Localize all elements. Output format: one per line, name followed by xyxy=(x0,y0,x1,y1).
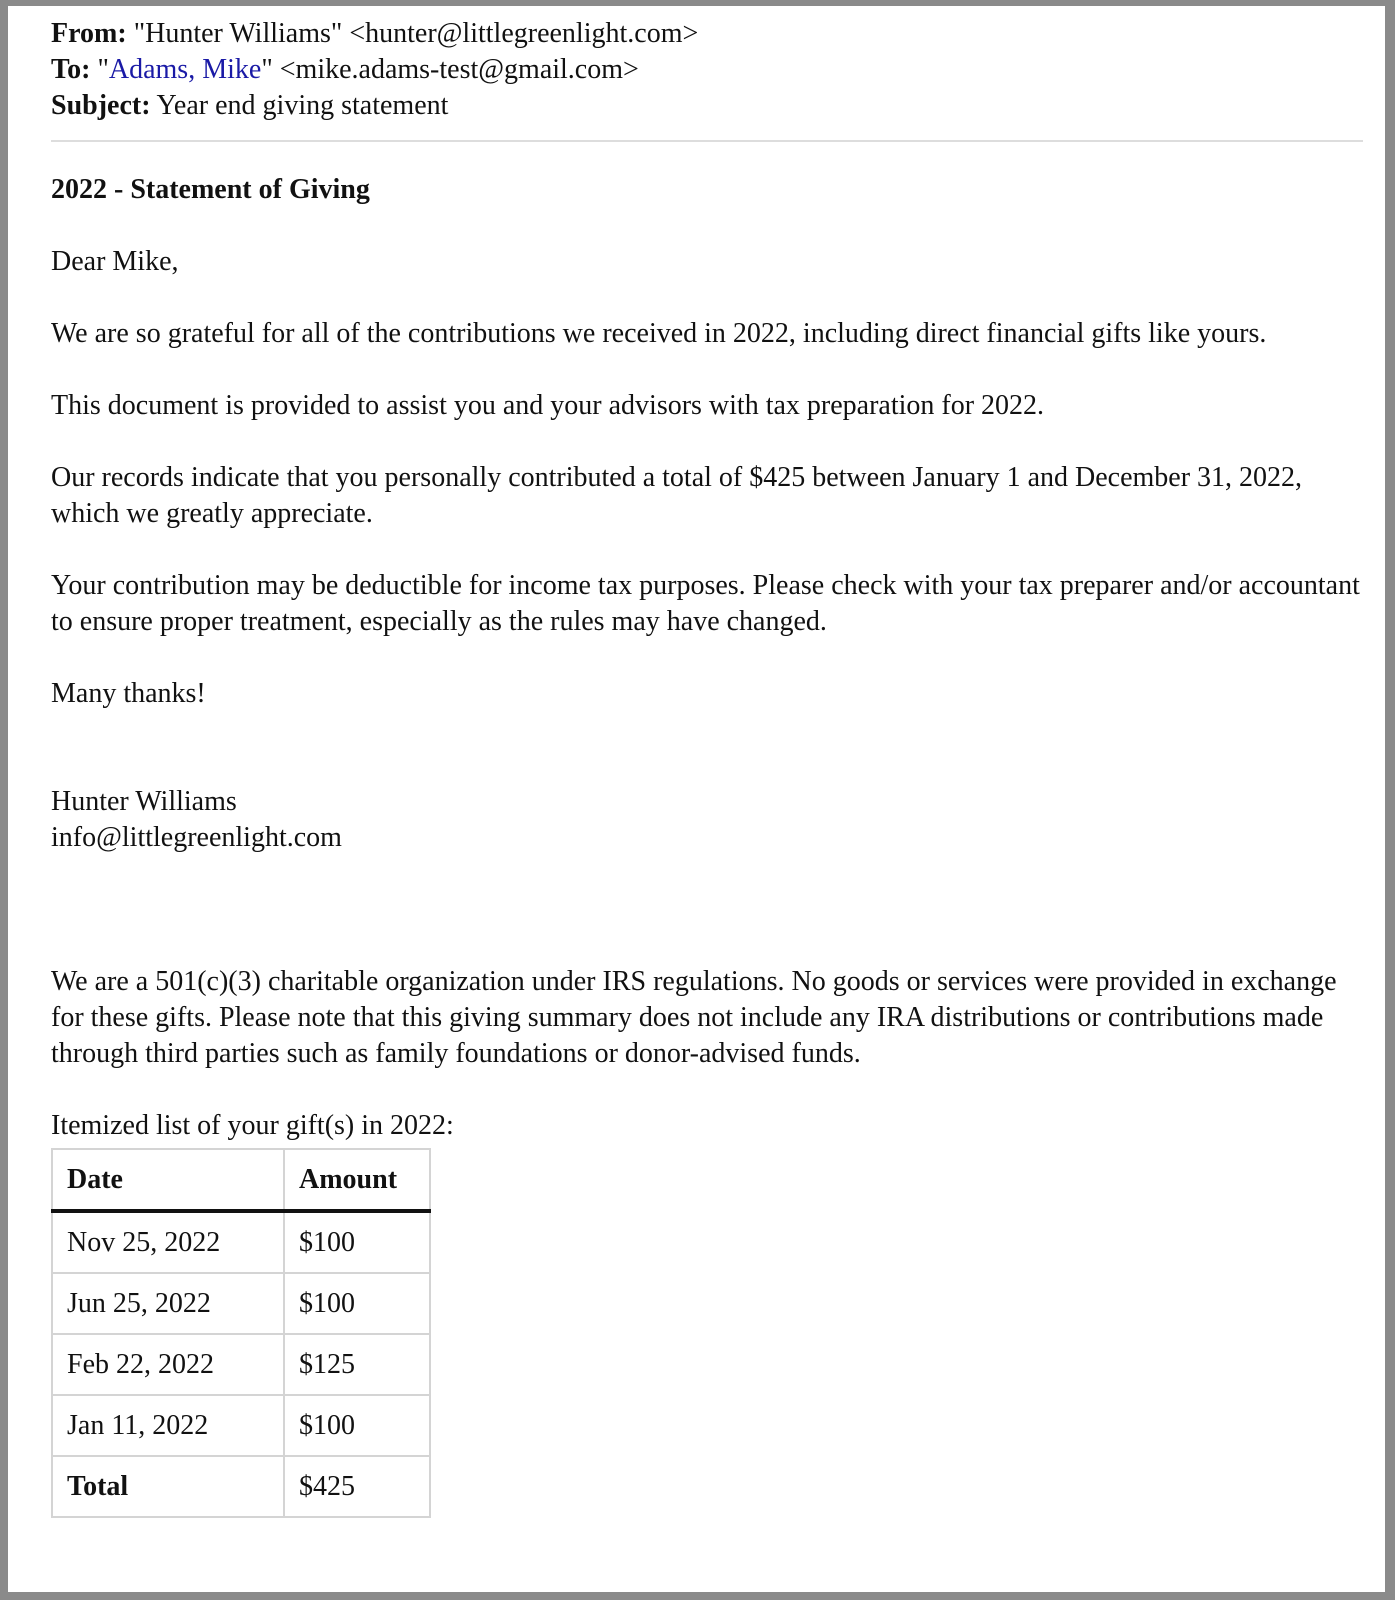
paragraph-gratitude: We are so grateful for all of the contributions we received in 2022, including direct financial gifts like yours. xyxy=(51,318,1267,349)
statement-title: 2022 - Statement of Giving xyxy=(51,174,370,205)
to-label: To: xyxy=(51,54,91,85)
to-line xyxy=(51,52,1363,88)
disclaimer: We are a 501(c)(3) charitable organization under IRS regulations. No goods or services were provided in exchange for these gifts. Please note that this giving summary does not include any IRA distributions or contributions made through third parties such as family foundations or donor-advised funds. xyxy=(51,966,1337,1069)
header-divider xyxy=(51,140,1363,142)
table-header-row xyxy=(52,1149,430,1211)
email-message xyxy=(51,16,1363,1518)
gifts-table xyxy=(51,1148,431,1518)
total-amount: $425 xyxy=(284,1456,430,1517)
header-amount: Amount xyxy=(284,1149,430,1211)
header-date: Date xyxy=(52,1149,284,1211)
to-address: " <mike.adams-test@gmail.com> xyxy=(261,54,639,85)
from-label: From: xyxy=(51,18,127,49)
subject-value: Year end giving statement xyxy=(156,90,449,121)
from-value: "Hunter Williams" <hunter@littlegreenlight.com> xyxy=(133,18,699,49)
to-name-link[interactable]: Adams, Mike xyxy=(108,54,262,85)
subject-line xyxy=(51,88,1363,124)
paragraph-tax-prep: This document is provided to assist you and your advisors with tax preparation for 2022. xyxy=(51,390,1045,421)
gift-date: Jun 25, 2022 xyxy=(52,1273,284,1334)
total-label: Total xyxy=(52,1456,284,1517)
closing: Many thanks! xyxy=(51,678,206,709)
gift-date: Nov 25, 2022 xyxy=(52,1211,284,1273)
table-row xyxy=(52,1211,430,1273)
signature-email[interactable]: info@littlegreenlight.com xyxy=(51,822,342,853)
gift-date: Jan 11, 2022 xyxy=(52,1395,284,1456)
paragraph-deductible: Your contribution may be deductible for income tax purposes. Please check with your tax preparer and/or accountant to ensure proper treatment, especially as the rules may have changed. xyxy=(51,570,1360,637)
itemized-intro: Itemized list of your gift(s) in 2022: xyxy=(51,1110,454,1141)
gift-amount: $100 xyxy=(284,1273,430,1334)
greeting: Dear Mike, xyxy=(51,246,179,277)
gift-amount: $100 xyxy=(284,1211,430,1273)
signature-name: Hunter Williams xyxy=(51,786,237,817)
subject-label: Subject: xyxy=(51,90,151,121)
gift-amount: $100 xyxy=(284,1395,430,1456)
table-row xyxy=(52,1334,430,1395)
gift-date: Feb 22, 2022 xyxy=(52,1334,284,1395)
total-row xyxy=(52,1456,430,1517)
table-row xyxy=(52,1395,430,1456)
from-line xyxy=(51,16,1363,52)
paragraph-total: Our records indicate that you personally contributed a total of $425 between January 1 and December 31, 2022, which we greatly appreciate. xyxy=(51,462,1303,529)
table-row xyxy=(52,1273,430,1334)
gift-amount: $125 xyxy=(284,1334,430,1395)
to-quote-open: " xyxy=(97,54,109,85)
